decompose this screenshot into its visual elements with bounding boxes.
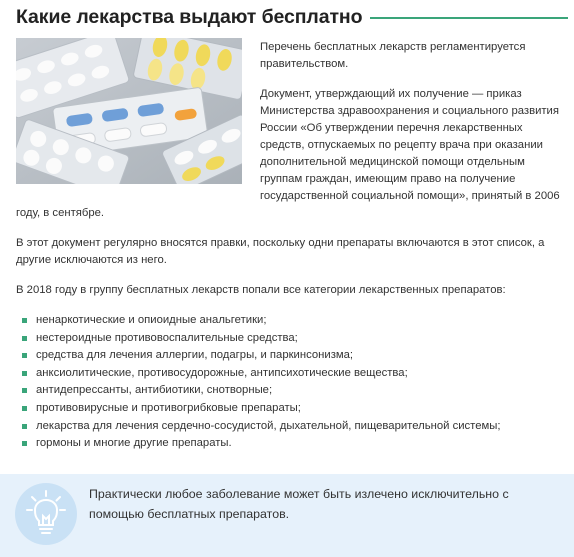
- list-item: анксиолитические, противосудорожные, антипсихотические вещества;: [36, 365, 560, 383]
- bullet-icon: [22, 424, 27, 429]
- section-header: [16, 4, 568, 30]
- list-item: средства для лечения аллергии, подагры, и паркинсонизма;: [36, 347, 560, 365]
- article-paragraph: В 2018 году в группу бесплатных лекарств попали все категории лекарственных препаратов:: [16, 284, 506, 296]
- drug-category-list: [16, 312, 560, 453]
- list-item: лекарства для лечения сердечно-сосудистой, дыхательной, пищеварительной системы;: [36, 418, 560, 436]
- article-paragraph: Документ, утверждающий их получение — приказ Министерства здравоохранения и социального развития России «Об утверждении перечня лекарственных средств, отпускаемых по рецепту врача при оказании дополнительной медицинской помощи отдельным группам граждан, имеющим право на получение государственной социальной помощи», принятый в 2006 году, в сентябре.: [16, 88, 560, 219]
- list-item: ненаркотические и опиоидные анальгетики;: [36, 312, 560, 330]
- article-body: [16, 38, 560, 453]
- bullet-icon: [22, 318, 27, 323]
- bullet-icon: [22, 371, 27, 376]
- article-paragraph: В этот документ регулярно вносятся правки, поскольку одни препараты включаются в этот список, а другие исключаются из него.: [16, 237, 545, 266]
- section-title: Какие лекарства выдают бесплатно: [16, 5, 363, 28]
- list-item: противовирусные и противогрибковые препараты;: [36, 400, 560, 418]
- lightbulb-icon: [15, 483, 77, 545]
- bullet-icon: [22, 353, 27, 358]
- list-item: нестероидные противовоспалительные средства;: [36, 330, 560, 348]
- pills-photo: [16, 38, 242, 184]
- bullet-icon: [22, 388, 27, 393]
- article-paragraph: Перечень бесплатных лекарств регламентируется правительством.: [260, 41, 526, 70]
- bullet-icon: [22, 441, 27, 446]
- callout-text: Практически любое заболевание может быть излечено исключительно с помощью бесплатных препаратов.: [89, 487, 509, 521]
- list-item: антидепрессанты, антибиотики, снотворные;: [36, 382, 560, 400]
- title-divider: [370, 17, 568, 19]
- list-item: гормоны и многие другие препараты.: [36, 435, 560, 453]
- bullet-icon: [22, 336, 27, 341]
- tip-callout: [0, 474, 574, 557]
- bullet-icon: [22, 406, 27, 411]
